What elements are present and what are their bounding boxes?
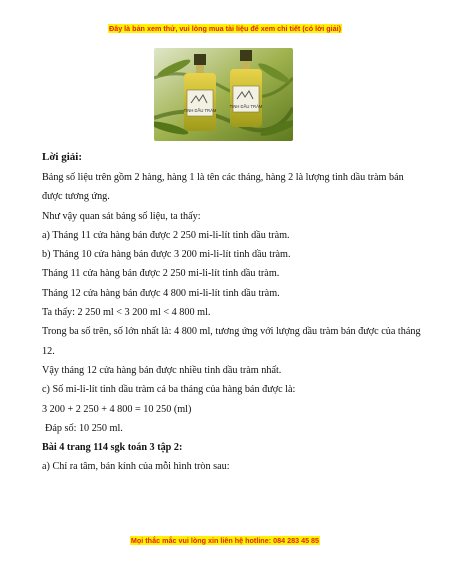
bottle-label-right: TINH DẦU TRÀM (229, 104, 263, 109)
section-title: Bài 4 trang 114 sgk toán 3 tập 2: (42, 442, 183, 454)
essential-oil-photo (154, 48, 293, 141)
preview-notice (0, 24, 450, 33)
solution-content (42, 146, 422, 477)
oil-bottles-image (154, 48, 293, 141)
answer-b-5: Trong ba số trên, số lớn nhất là: 4 800 ml, tương ứng với lượng dầu tràm bán được của tháng 12. (42, 326, 421, 357)
hotline-notice-text: Mọi thắc mắc vui lòng xin liên hệ hotline: 084 283 45 85 (130, 536, 320, 545)
question-a: a) Chỉ ra tâm, bán kính của mỗi hình tròn sau: (42, 461, 230, 473)
answer-b-4: Ta thấy: 2 250 ml < 3 200 ml < 4 800 ml. (42, 307, 211, 319)
answer-b-1: b) Tháng 10 cửa hàng bán được 3 200 mi-li-lít tinh dầu tràm. (42, 249, 291, 261)
answer-c-2: 3 200 + 2 250 + 4 800 = 10 250 (ml) (42, 403, 192, 415)
answer-c-1: c) Số mi-li-lít tinh dầu tràm cả ba tháng của hàng bán được là: (42, 384, 296, 396)
answer-b-2: Tháng 11 cửa hàng bán được 2 250 mi-li-lít tinh dầu tràm. (42, 268, 280, 280)
paragraph-2: Như vậy quan sát bảng số liệu, ta thấy: (42, 210, 201, 222)
preview-notice-text: Đây là bản xem thử, vui lòng mua tài liệu để xem chi tiết (có lời giải) (109, 24, 341, 33)
answer-b-6: Vậy tháng 12 cửa hàng bán được nhiều tinh dầu tràm nhất. (42, 364, 282, 376)
bottle-label-left: TINH DẦU TRÀM (183, 108, 217, 113)
answer-b-3: Tháng 12 cửa hàng bán được 4 800 mi-li-lít tinh dầu tràm. (42, 287, 280, 299)
answer-c-3: Đáp số: 10 250 ml. (45, 422, 123, 434)
hotline-notice (0, 536, 450, 545)
solution-heading: Lời giải: (42, 151, 83, 163)
paragraph-1: Bảng số liệu trên gồm 2 hàng, hàng 1 là tên các tháng, hàng 2 là lượng tinh dầu tràm bán được tương ứng. (42, 172, 404, 203)
answer-a: a) Tháng 11 cửa hàng bán được 2 250 mi-li-lít tinh dầu tràm. (42, 229, 290, 241)
